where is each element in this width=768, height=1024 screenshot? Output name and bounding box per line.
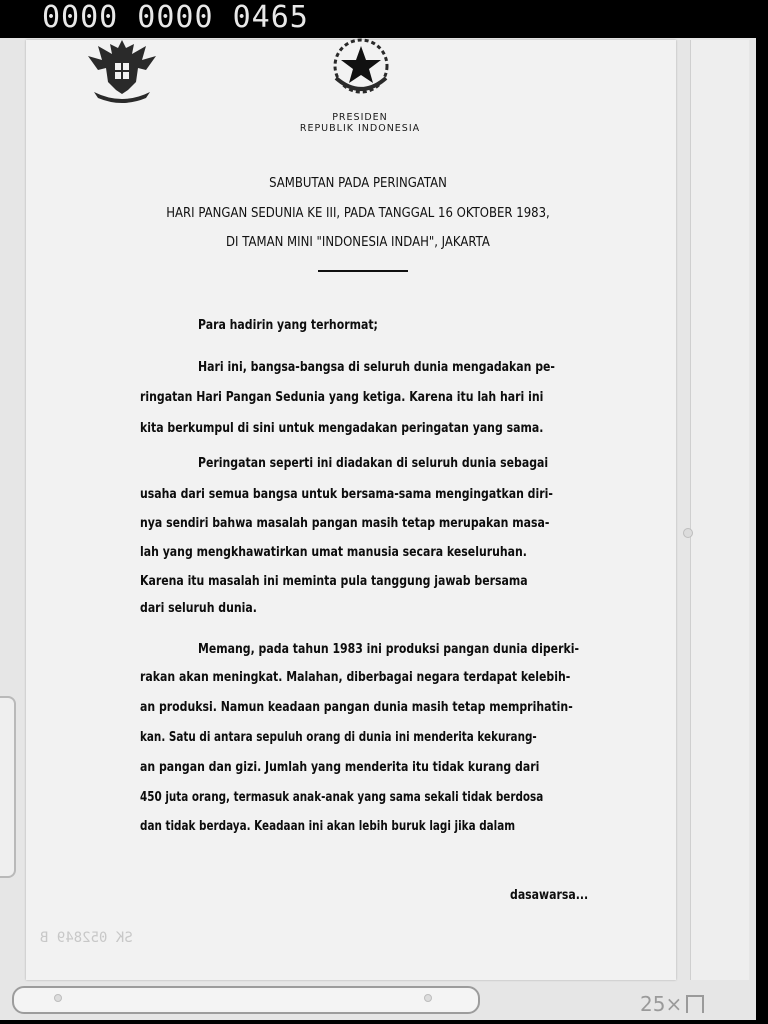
scroll-bar-rivet: [424, 994, 432, 1002]
microfilm-scroll-bar[interactable]: [12, 986, 480, 1014]
page-edge-strip: [690, 40, 749, 980]
continuation-catchword: dasawarsa...: [510, 888, 589, 903]
letterhead-title: [260, 112, 460, 134]
magnification-label: 25×: [640, 992, 683, 1016]
punch-hole: [683, 528, 693, 538]
binder-tab: [0, 696, 16, 878]
body-line: Peringatan seperti ini diadakan di seluruh dunia sebagai: [198, 456, 549, 471]
salutation: Para hadirin yang terhormat;: [198, 318, 378, 333]
heading-line-2: HARI PANGAN SEDUNIA KE III, PADA TANGGAL 16 OKTOBER 1983,: [166, 206, 550, 221]
body-line: an pangan dan gizi. Jumlah yang menderita itu tidak kurang dari: [140, 760, 540, 775]
body-line: kita berkumpul di sini untuk mengadakan peringatan yang sama.: [140, 421, 544, 436]
presidential-star-emblem-icon: [318, 34, 404, 98]
body-line: rakan akan meningkat. Malahan, diberbagai negara terdapat kelebih-: [140, 670, 571, 685]
heading-divider: [318, 270, 408, 272]
body-line: usaha dari semua bangsa untuk bersama-sama mengingatkan diri-: [140, 487, 553, 502]
heading-line-3: DI TAMAN MINI "INDONESIA INDAH", JAKARTA: [226, 235, 490, 250]
body-line: an produksi. Namun keadaan pangan dunia masih tetap memprihatin-: [140, 700, 573, 715]
mirrored-stamp-code: SK 052849 B: [40, 930, 133, 946]
body-line: lah yang mengkhawatirkan umat manusia secara keseluruhan.: [140, 545, 527, 560]
letterhead-line-2: REPUBLIK INDONESIA: [299, 123, 421, 134]
body-line: 450 juta orang, termasuk anak-anak yang sama sekali tidak berdosa: [140, 790, 544, 805]
microfilm-frame-id: 0000 0000 0465: [42, 0, 309, 35]
body-line: kan. Satu di antara sepuluh orang di dunia ini menderita kekurang-: [140, 730, 537, 745]
frame-corner-icon: [686, 995, 704, 1013]
body-line: dari seluruh dunia.: [140, 601, 257, 616]
body-line: Memang, pada tahun 1983 ini produksi pangan dunia diperki-: [198, 642, 580, 657]
body-line: ringatan Hari Pangan Sedunia yang ketiga. Karena itu lah hari ini: [140, 390, 544, 405]
scroll-bar-rivet: [54, 994, 62, 1002]
heading-line-1: SAMBUTAN PADA PERINGATAN: [269, 176, 447, 191]
body-line: dan tidak berdaya. Keadaan ini akan lebih buruk lagi jika dalam: [140, 819, 516, 834]
magnification-mark: [640, 992, 704, 1016]
garuda-emblem-icon: [80, 34, 164, 106]
letterhead-line-1: PRESIDEN: [332, 112, 388, 123]
body-line: nya sendiri bahwa masalah pangan masih tetap merupakan masa-: [140, 516, 550, 531]
body-line: Hari ini, bangsa-bangsa di seluruh dunia mengadakan pe-: [198, 360, 555, 375]
body-line: Karena itu masalah ini meminta pula tanggung jawab bersama: [140, 574, 528, 589]
